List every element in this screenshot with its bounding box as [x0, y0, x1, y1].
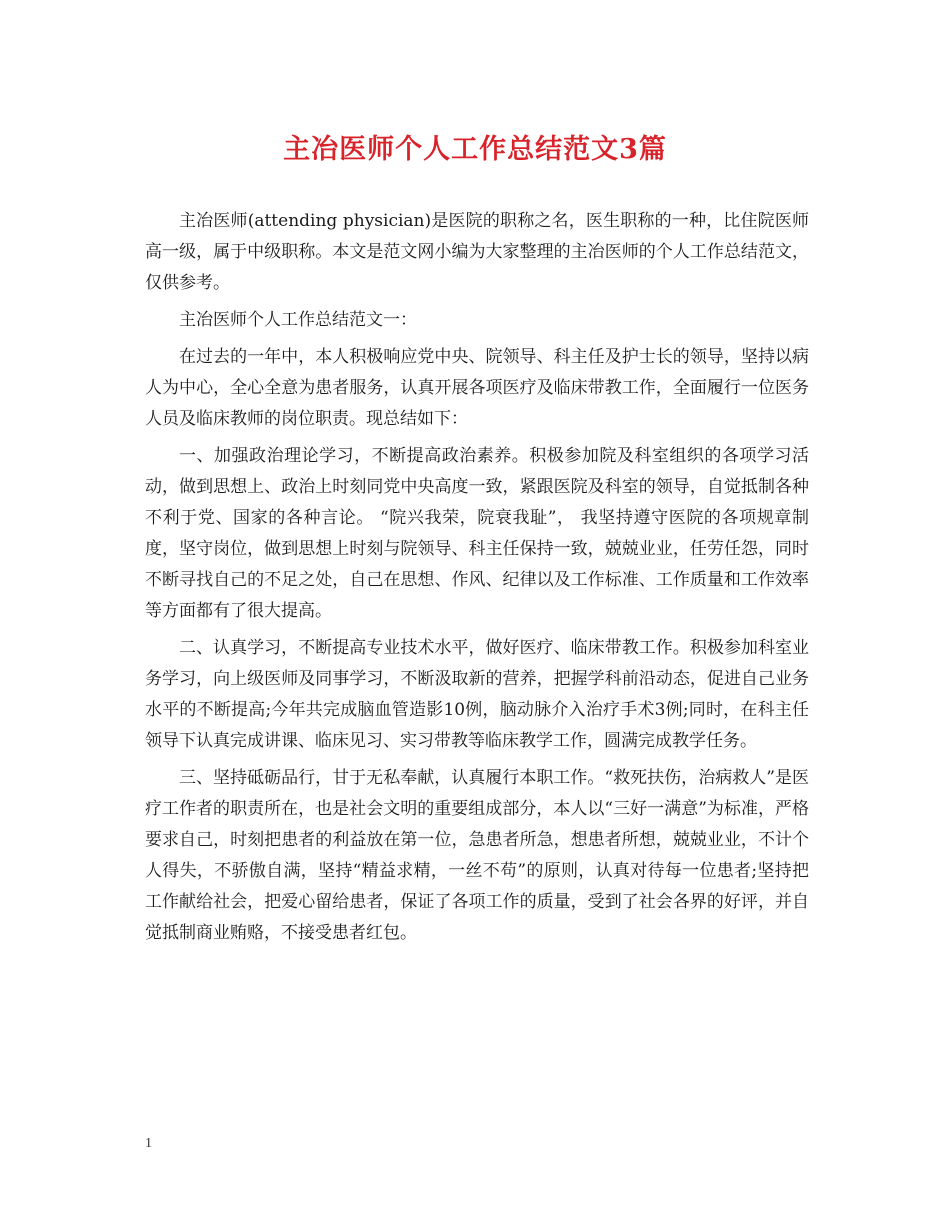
paragraph-overview: 在过去的一年中，本人积极响应党中央、院领导、科主任及护士长的领导，坚持以病人为中心，全心全意为患者服务，认真开展各项医疗及临床带教工作，全面履行一位医务人员及临床教师的岗位职责。现总结如下： [145, 347, 809, 429]
document-title: 主冶医师个人工作总结范文3篇 [283, 134, 667, 165]
paragraph-section-heading: 主冶医师个人工作总结范文一： [179, 310, 417, 330]
paragraph-point-one: 一、加强政治理论学习，不断提高政治素养。积极参加院及科室组织的各项学习活动，做到思想上、政治上时刻同党中央高度一致，紧跟医院及科室的领导，自觉抵制各种不利于党、国家的各种言论。 “院兴我荣，院衰我耻”， 我坚持遵守医院的各项规章制度，坚守岗位，做到思想上时刻与院领导、科主任保持一致，兢兢业业，任劳任怨，同时不断寻找自己的不足之处，自己在思想、作风、纪律以及工作标准、工作质量和工作效率等方面都有了很大提高。 [145, 446, 809, 621]
paragraph-intro: 主冶医师(attending physician)是医院的职称之名，医生职称的一种，比住院医师高一级，属于中级职称。本文是范文网小编为大家整理的主冶医师的个人工作总结范文，仅供参考。 [145, 211, 809, 293]
page-number: 1 [145, 1136, 152, 1151]
paragraph-point-two: 二、认真学习，不断提高专业技术水平，做好医疗、临床带教工作。积极参加科室业务学习，向上级医师及同事学习，不断汲取新的营养，把握学科前沿动态，促进自己业务水平的不断提高;今年共完成脑血管造影10例，脑动脉介入治疗手术3例;同时，在科主任领导下认真完成讲课、临床见习、实习带教等临床教学工作，圆满完成教学任务。 [145, 638, 809, 751]
paragraph-point-three: 三、坚持砥砺品行，甘于无私奉献，认真履行本职工作。“救死扶伤，治病救人”是医疗工作者的职责所在，也是社会文明的重要组成部分，本人以“三好一满意”为标准，严格要求自己，时刻把患者的利益放在第一位，急患者所急，想患者所想，兢兢业业，不计个人得失，不骄傲自满，坚持“精益求精，一丝不苟”的原则，认真对待每一位患者;坚持把工作献给社会，把爱心留给患者，保证了各项工作的质量，受到了社会各界的好评，并自觉抵制商业贿赂，不接受患者红包。 [145, 768, 809, 943]
document-body [145, 206, 809, 955]
